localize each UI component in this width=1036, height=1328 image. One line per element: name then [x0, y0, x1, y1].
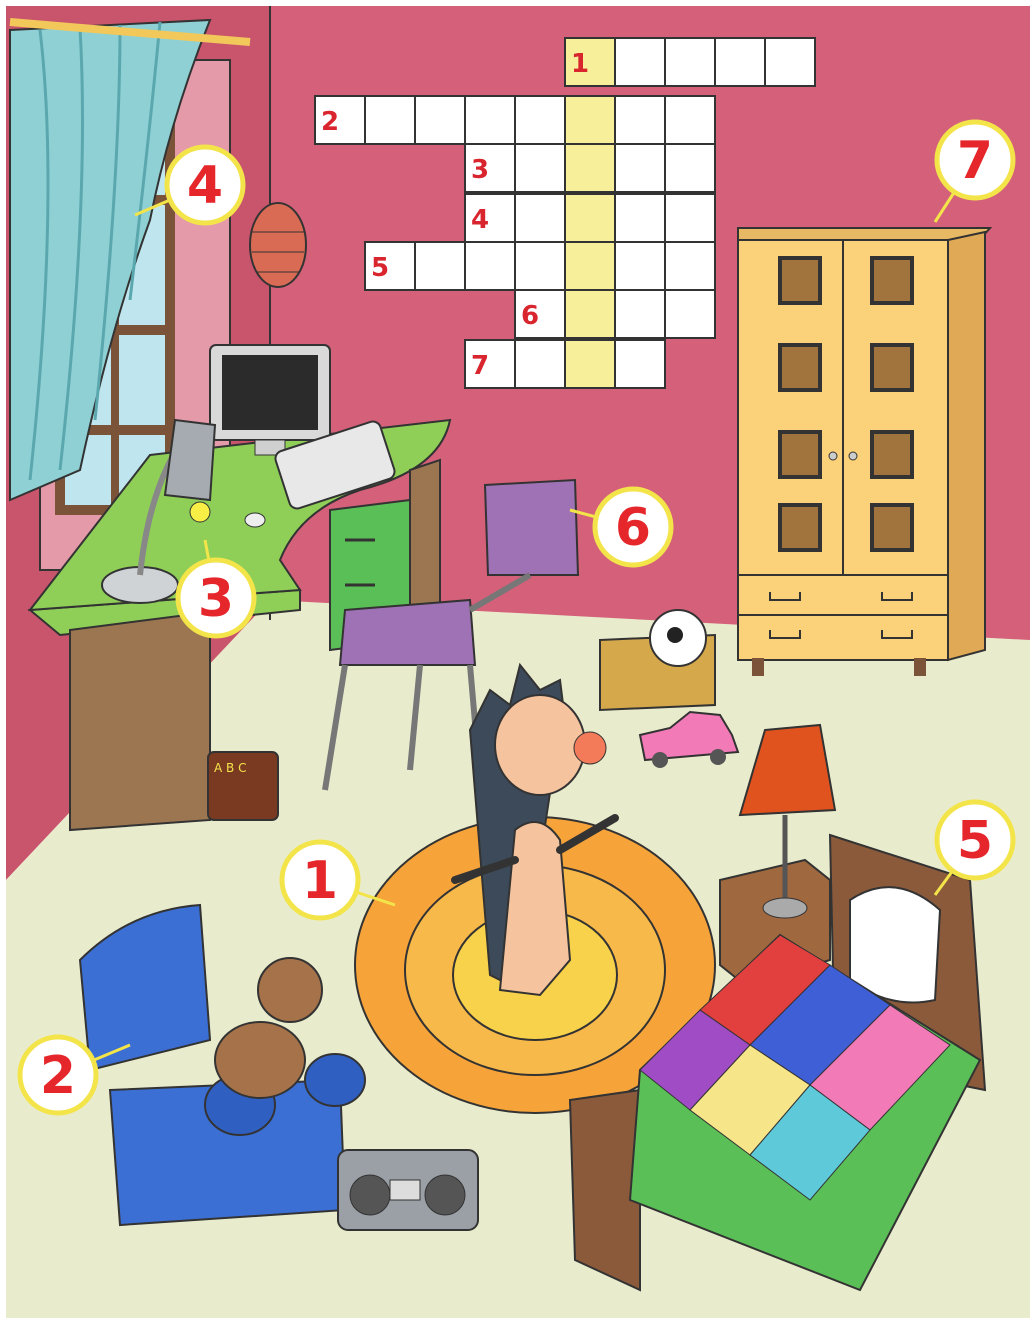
- wardrobe: [738, 228, 990, 676]
- crossword-cell: [565, 290, 615, 338]
- crossword-cell: [365, 96, 415, 144]
- crossword-cell: [615, 38, 665, 86]
- crossword-cell: [615, 194, 665, 242]
- crossword-cell: [665, 290, 715, 338]
- crossword-clue-number: 4: [471, 205, 490, 235]
- crossword-cell: [515, 194, 565, 242]
- crossword-cell: [665, 96, 715, 144]
- crossword-cell: [665, 38, 715, 86]
- callout-number: 1: [301, 851, 339, 911]
- crossword-cell: [665, 194, 715, 242]
- crossword-cell: [515, 340, 565, 388]
- callout-number: 5: [956, 811, 994, 871]
- crossword-cell: [615, 144, 665, 192]
- callout-number: 7: [956, 131, 994, 191]
- crossword-cell: [665, 242, 715, 290]
- crossword-cell: [515, 96, 565, 144]
- crossword-cell: [465, 242, 515, 290]
- crossword-cell: [765, 38, 815, 86]
- crossword-cell: [515, 144, 565, 192]
- callout-number: 2: [39, 1046, 77, 1106]
- crossword-cell: [615, 290, 665, 338]
- callout-number: 3: [197, 569, 235, 629]
- crossword-cell: [615, 96, 665, 144]
- crossword-cell: [615, 340, 665, 388]
- schoolbag-letters: A B C: [214, 761, 247, 775]
- callout-number: 4: [186, 156, 224, 216]
- callout-number: 6: [614, 498, 652, 558]
- crossword-cell: [415, 96, 465, 144]
- schoolbag: [208, 752, 278, 820]
- crossword-cell: [615, 242, 665, 290]
- crossword-cell: [565, 242, 615, 290]
- radio: [338, 1150, 478, 1230]
- crossword-cell: [515, 242, 565, 290]
- crossword-cell: [415, 242, 465, 290]
- crossword-cell: [565, 96, 615, 144]
- crossword-cell: [465, 96, 515, 144]
- crossword-clue-number: 7: [471, 351, 490, 381]
- crossword-cell: [665, 144, 715, 192]
- crossword-cell: [565, 194, 615, 242]
- crossword-clue-number: 1: [571, 49, 590, 79]
- crossword-clue-number: 5: [371, 253, 390, 283]
- crossword-clue-number: 3: [471, 155, 490, 185]
- brick-patch: [250, 203, 306, 287]
- crossword-cell: [715, 38, 765, 86]
- crossword-clue-number: 6: [521, 301, 540, 331]
- crossword-clue-number: 2: [321, 107, 340, 137]
- crossword-cell: [565, 340, 615, 388]
- crossword-cell: [565, 144, 615, 192]
